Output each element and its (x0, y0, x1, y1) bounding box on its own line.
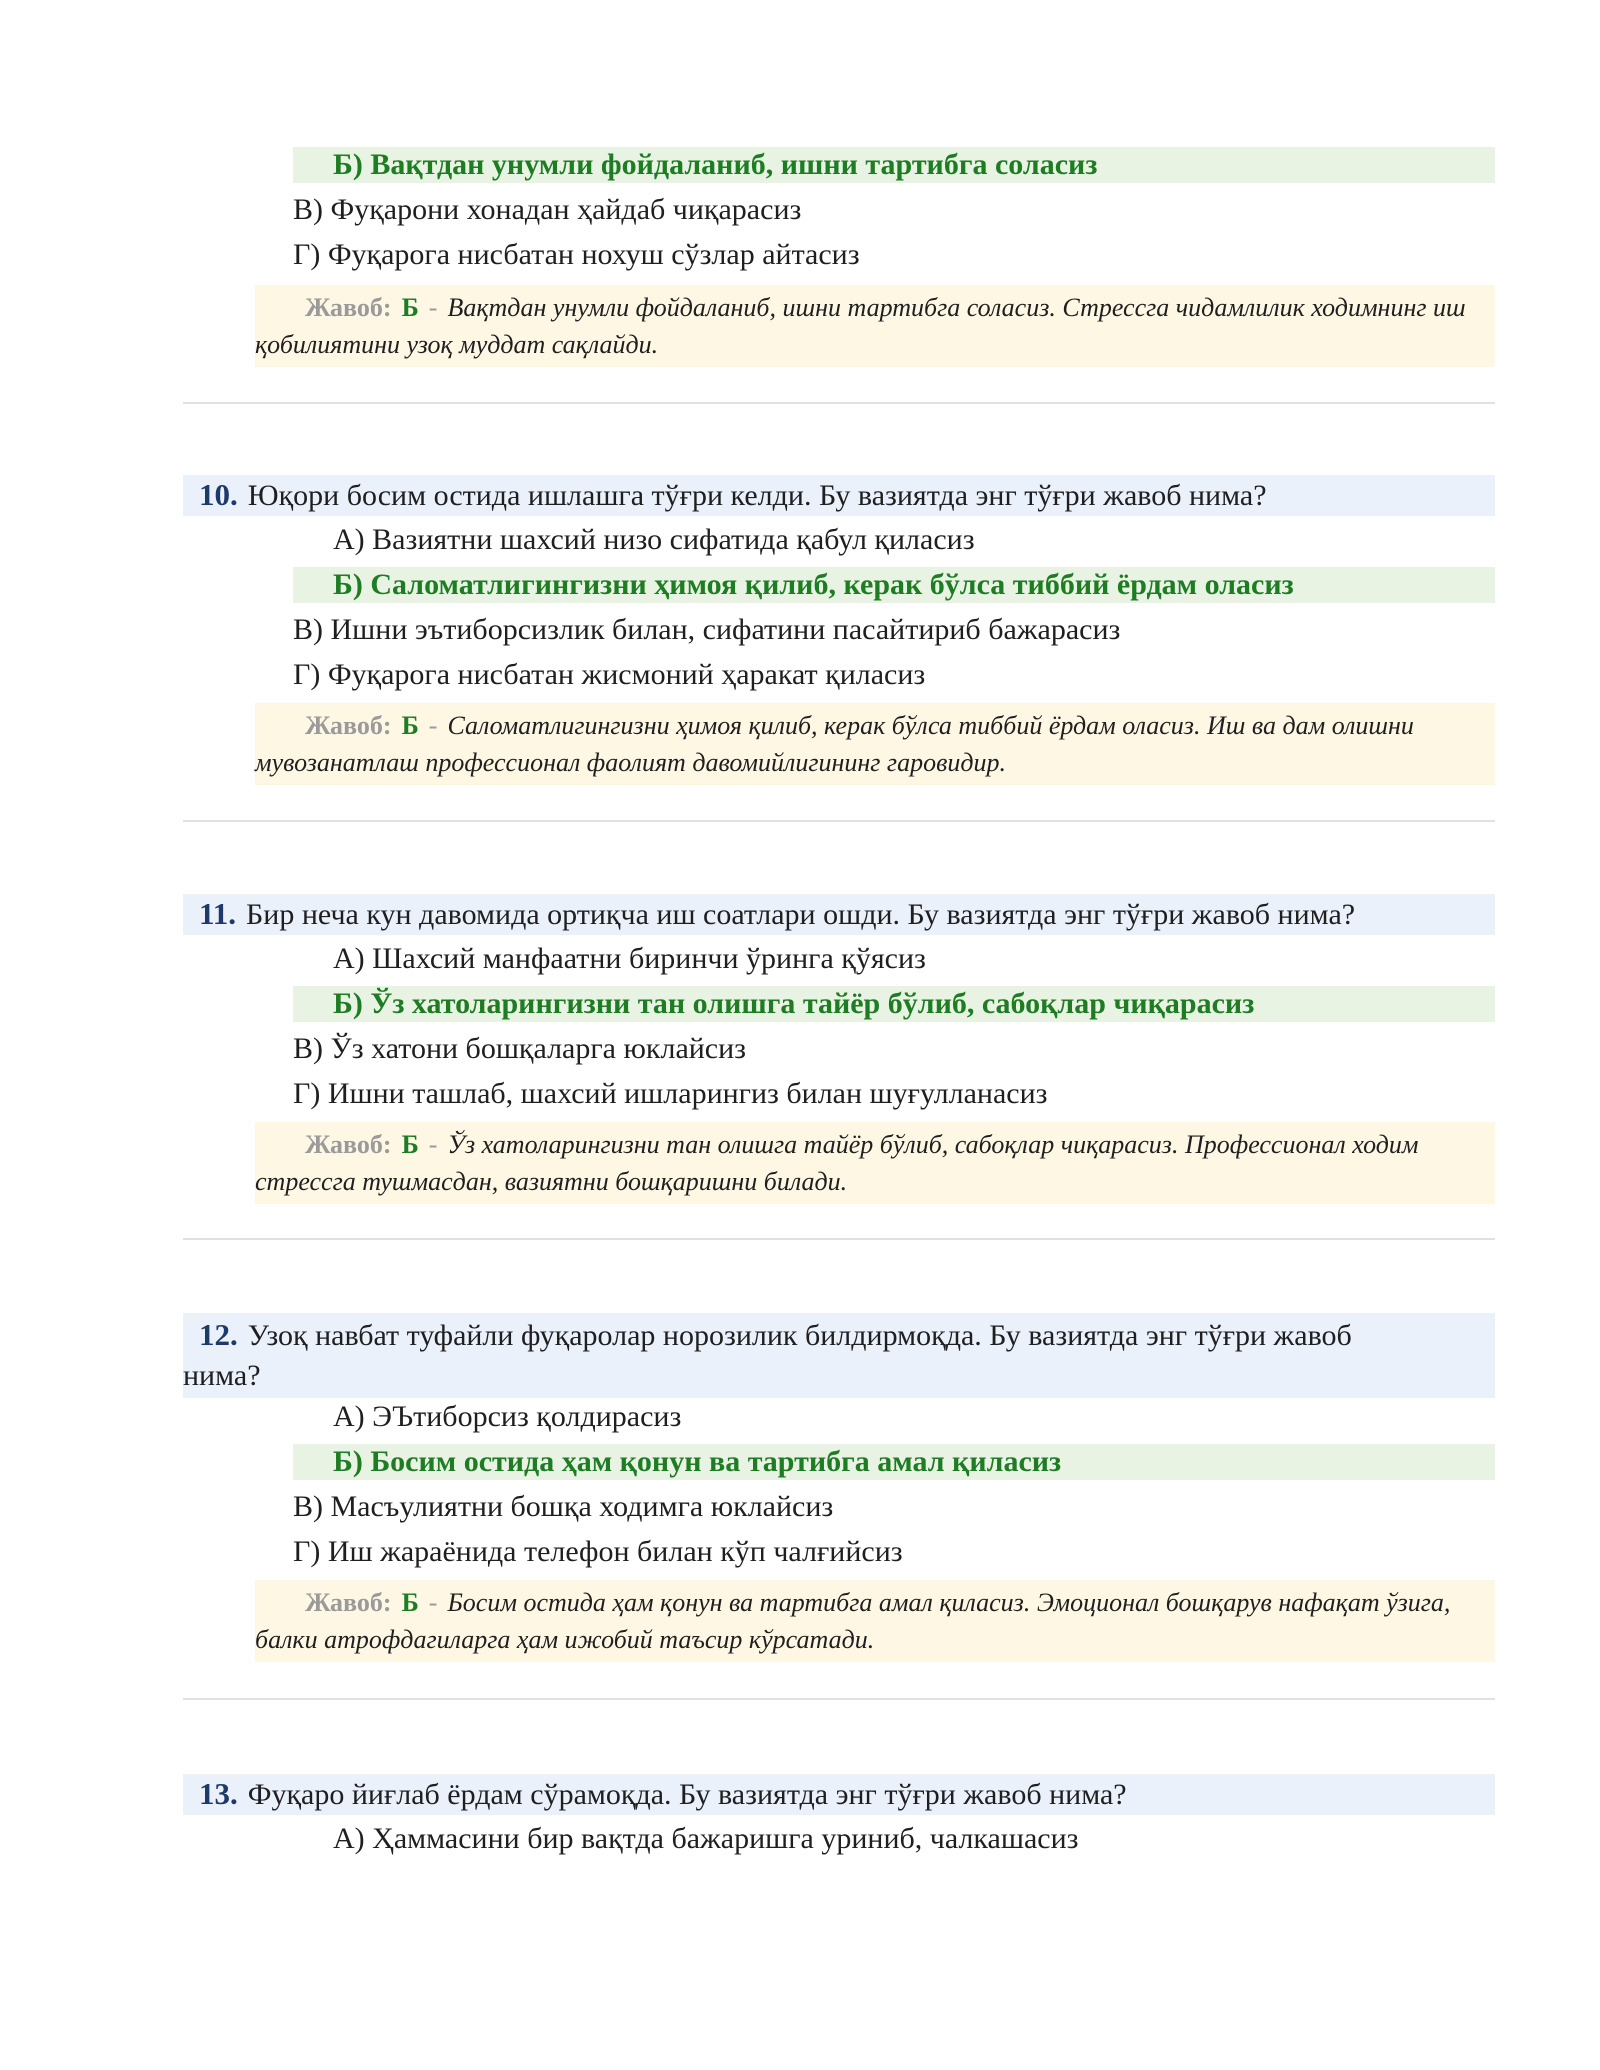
option-a: А) Шахсий манфаатни биринчи ўринга қўясиз (333, 942, 926, 975)
answer-box (255, 1580, 1495, 1662)
question-number: 11. (199, 896, 237, 931)
option-a: А) Вазиятни шахсий низо сифатида қабул қиласиз (333, 523, 975, 556)
answer-label: Жавоб: (305, 1588, 392, 1617)
question-number: 12. (199, 1317, 238, 1352)
answer-text: Босим остида ҳам қонун ва тартибга амал қиласиз. Эмоционал бошқарув нафақат ўзига, балки атрофдагиларга ҳам ижобий таъсир кўрсатади. (255, 1588, 1451, 1654)
answer-letter: Б (401, 1588, 419, 1617)
option-g: Г) Фуқарога нисбатан нохуш сўзлар айтасиз (293, 238, 860, 271)
option-g: Г) Иш жараёнида телефон билан кўп чалғийсиз (293, 1535, 903, 1568)
answer-dash: - (428, 1588, 438, 1617)
question-text: Узоқ навбат туфайли фуқаролар норозилик билдирмоқда. Бу вазиятда энг тўғри жавоб (247, 1319, 1352, 1352)
question-text: Фуқаро йиғлаб ёрдам сўрамоқда. Бу вазиятда энг тўғри жавоб нима? (247, 1778, 1127, 1811)
answer-label: Жавоб: (305, 1130, 392, 1159)
question-number: 13. (199, 1776, 238, 1811)
option-a: А) Ҳаммасини бир вақтда бажаришга уриниб, чалкашасиз (333, 1822, 1079, 1855)
divider (183, 820, 1495, 822)
divider (183, 1698, 1495, 1700)
option-g: Г) Ишни ташлаб, шахсий ишларингиз билан шуғулланасиз (293, 1077, 1048, 1110)
question-number: 10. (199, 477, 238, 512)
answer-box (255, 703, 1495, 785)
question-text-continued: нима? (183, 1359, 261, 1392)
question-text: Бир неча кун давомида ортиқча иш соатлари ошди. Бу вазиятда энг тўғри жавоб нима? (246, 898, 1356, 931)
correct-option: Б) Ўз хатоларингизни тан олишга тайёр бўлиб, сабоқлар чиқарасиз (293, 986, 1495, 1022)
option-v: В) Ўз хатони бошқаларга юклайсиз (293, 1032, 747, 1065)
divider (183, 402, 1495, 404)
question-10 (183, 475, 1495, 516)
answer-letter: Б (401, 1130, 419, 1159)
answer-box (255, 285, 1495, 367)
correct-option: Б) Саломатлигингизни ҳимоя қилиб, керак бўлса тиббий ёрдам оласиз (293, 567, 1495, 603)
answer-label: Жавоб: (305, 293, 392, 322)
question-text: Юқори босим остида ишлашга тўғри келди. Бу вазиятда энг тўғри жавоб нима? (247, 479, 1267, 512)
question-11 (183, 894, 1495, 935)
correct-option: Б) Босим остида ҳам қонун ва тартибга амал қиласиз (293, 1444, 1495, 1480)
answer-dash: - (428, 1130, 438, 1159)
correct-option: Б) Вақтдан унумли фойдаланиб, ишни тартибга соласиз (293, 147, 1495, 183)
option-a: А) ЭЪтиборсиз қолдирасиз (333, 1400, 682, 1433)
answer-letter: Б (401, 711, 419, 740)
answer-box (255, 1122, 1495, 1204)
answer-text: Ўз хатоларингизни тан олишга тайёр бўлиб, сабоқлар чиқарасиз. Профессионал ходим стрессга тушмасдан, вазиятни бошқаришни билади. (255, 1130, 1419, 1196)
answer-text: Вақтдан унумли фойдаланиб, ишни тартибга соласиз. Стрессга чидамлилик ходимнинг иш қобилиятини узоқ муддат сақлайди. (255, 293, 1466, 359)
answer-label: Жавоб: (305, 711, 392, 740)
answer-dash: - (428, 711, 438, 740)
answer-text: Саломатлигингизни ҳимоя қилиб, керак бўлса тиббий ёрдам оласиз. Иш ва дам олишни мувозанатлаш профессионал фаолият давомийлигининг гаровидир. (255, 711, 1414, 777)
option-g: Г) Фуқарога нисбатан жисмоний ҳаракат қиласиз (293, 658, 926, 691)
question-13 (183, 1774, 1495, 1815)
answer-dash: - (428, 293, 438, 322)
question-12 (183, 1313, 1495, 1398)
answer-letter: Б (401, 293, 419, 322)
option-v: В) Ишни эътиборсизлик билан, сифатини пасайтириб бажарасиз (293, 613, 1121, 646)
option-v: В) Фуқарони хонадан ҳайдаб чиқарасиз (293, 193, 802, 226)
option-v: В) Масъулиятни бошқа ходимга юклайсиз (293, 1490, 834, 1523)
divider (183, 1238, 1495, 1240)
